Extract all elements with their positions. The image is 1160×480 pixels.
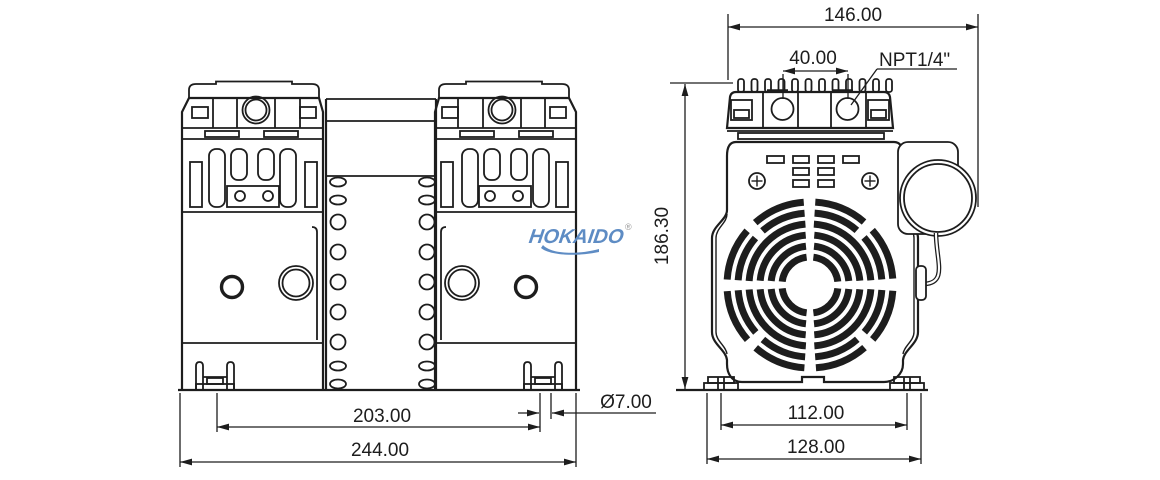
logo-swoosh (541, 244, 603, 256)
vent-hole-column-left (330, 178, 346, 389)
motor-housing (712, 142, 918, 382)
dim-side-foot-span: 112.00 (787, 403, 845, 424)
registered-trademark-icon: ® (625, 222, 632, 232)
mount-hole (222, 277, 243, 298)
hokaido-logo (529, 224, 639, 258)
suction-port (772, 98, 794, 120)
capacitor-assembly (898, 142, 976, 300)
side-cylinder-head (727, 92, 893, 139)
dim-side-base-width: 128.00 (786, 437, 846, 458)
discharge-port (837, 98, 859, 120)
vent-hole-column-right (419, 178, 435, 389)
dim-side-head-width: 146.00 (823, 5, 883, 26)
logo-text: HOKAIDO (527, 226, 626, 248)
phillips-screw-left (749, 173, 765, 189)
side-view-drawing (676, 79, 976, 390)
dim-foot-hole-diameter: Ø7.00 (600, 392, 652, 413)
bearing-boss (279, 266, 313, 300)
rubber-foot (196, 362, 234, 390)
dim-front-overall-width: 244.00 (350, 440, 410, 461)
port-thread-label: NPT1/4" (879, 50, 951, 71)
wire-fitting (916, 266, 926, 300)
dim-port-spacing: 40.00 (789, 48, 837, 69)
dim-overall-height: 186.30 (652, 206, 673, 266)
fan-grille (727, 202, 893, 368)
phillips-screw-right (862, 173, 878, 189)
front-view-drawing (178, 82, 580, 391)
central-crankcase (326, 99, 436, 390)
cylinder-head (182, 82, 323, 391)
dim-front-foot-span: 203.00 (352, 406, 412, 427)
front-port-boss (243, 97, 270, 124)
capacitor (900, 160, 976, 236)
